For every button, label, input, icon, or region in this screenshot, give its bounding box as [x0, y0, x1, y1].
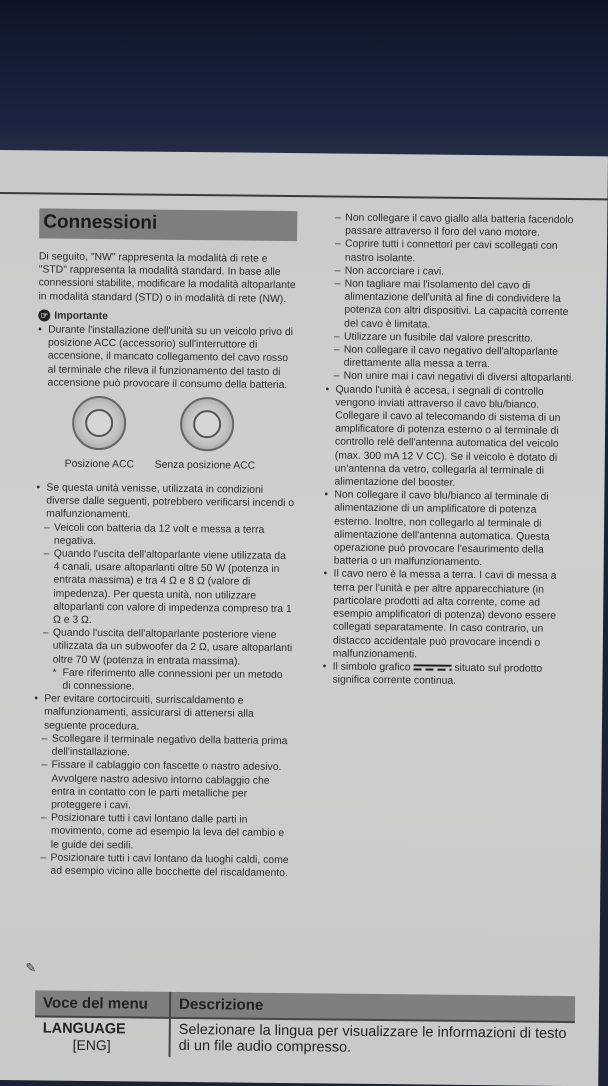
- dash-item: – Veicoli con batteria da 12 volt e messa a terra negativa.: [43, 522, 265, 547]
- important-bullet: • Durante l'installazione dell'unità su un veicolo privo di posizione ACC (accessorio) sull'interruttore di accensione, il mancato collegamento del cavo rosso al terminale che rileva il funzionamento del tasto di accensione può provocare il consumo della batteria.: [37, 323, 296, 392]
- dash-text: Posizionare tutti i cavi lontano da luoghi caldi, come ad esempio vicino alle bocchette del riscaldamento.: [50, 852, 289, 879]
- bullet-malfunction: • Se questa unità venisse, utilizzata in condizioni diverse dalle seguenti, potrebbero verificarsi incendi o malfunzionamenti.: [36, 481, 294, 523]
- section-heading-box: [39, 208, 297, 241]
- dash-item: – Fissare il cablaggio con fascette o nastro adesivo. Avvolgere nastro adesivo intorno cablaggio che entra in contatto con le parti metalliche per proteggere i cavi.: [41, 759, 282, 812]
- dash-item: – Coprire tutti i connettori per cavi scollegati con nastro isolante.: [334, 238, 558, 264]
- ignition-acc-icon: [72, 396, 127, 451]
- knob-left-caption: Posizione ACC: [64, 458, 135, 471]
- section-title: Connessioni: [43, 211, 158, 234]
- dash-text: Fissare il cablaggio con fascette o nastro adesivo. Avvolgere nastro adesivo intorno cablaggio che entra in contatto con le parti metalliche per proteggere i cavi.: [51, 759, 282, 812]
- knob-right-caption: Senza posizione ACC: [154, 459, 256, 472]
- dash-text: Quando l'uscita dell'altoparlante posteriore viene utilizzata da un subwoofer da 2 Ω, usare altoparlanti oltre 70 W (potenza in entrata massima).: [52, 627, 293, 668]
- dash-text: Veicoli con batteria da 12 volt e messa a terra negativa.: [53, 522, 265, 547]
- star-note: * Fare riferimento alle connessioni per un metodo di connessione.: [52, 667, 283, 693]
- dash-item: – Quando l'uscita dell'altoparlante posteriore viene utilizzata da un subwoofer da 2 Ω, usare altoparlanti oltre 70 W (potenza in entrata massima).: [42, 627, 293, 668]
- bullet-blue-white: • Non collegare il cavo blu/bianco al terminale di alimentazione di un amplificatore di potenza esterno. Inoltre, non collegarlo al terminale di alimentazione dell'antenna automatica. Questa operazione può provocare l'esaurimento della batteria o un malfunzionamento.: [324, 489, 575, 571]
- ignition-illustrations: [37, 395, 296, 480]
- dash-item: – Non tagliare mai l'isolamento del cavo di alimentazione dell'unità al fine di condividere la potenza con altri dispositivi. La capacità corrente del cavo è limitata.: [334, 278, 569, 331]
- bullet-dc-symbol: [322, 660, 572, 689]
- dash-item: – Quando l'uscita dell'altoparlante viene utilizzata da 4 canali, usare altoparlanti oltre 50 W (potenza in entrata massima) e tra 4 Ω e 8 Ω (valore di impedenza). Per questa unità, non utilizzare altoparlanti con valore di impedenza compreso tra 1 Ω e 3 Ω.: [43, 548, 292, 627]
- symbol-text-post: situato sul prodotto significa corrente continua.: [332, 662, 543, 687]
- table-row: [35, 1016, 575, 1061]
- menu-item-cell: [35, 1016, 170, 1056]
- ignition-no-acc-icon: [180, 397, 235, 452]
- pen-mark-icon: ✎: [25, 960, 37, 976]
- header-menu-item: Voce del menu: [35, 990, 170, 1017]
- dash-item: – Posizionare tutti i cavi lontano dalle parti in movimento, come ad esempio la leva del cambio e le guide dei sedili.: [40, 812, 285, 851]
- dc-symbol-icon: [413, 664, 451, 671]
- background-dark: [0, 0, 608, 170]
- menu-item-language: LANGUAGE: [42, 1020, 126, 1038]
- important-heading: [38, 309, 296, 325]
- dash-text: Non collegare il cavo negativo dell'altoparlante direttamente alla messa a terra.: [343, 344, 558, 371]
- menu-item-value: [ENG]: [72, 1036, 111, 1054]
- manual-page: [0, 150, 608, 1086]
- star-text: Fare riferimento alle connessioni per un metodo di connessione.: [62, 667, 283, 693]
- menu-table: [35, 990, 576, 1061]
- top-rule: [0, 192, 608, 200]
- dash-text: Non accorciare i cavi.: [344, 265, 445, 278]
- bullet-acc-signal: • Quando l'unità è accesa, i segnali di controllo vengono inviati attraverso il cavo blu/bianco. Collegare il cavo al telecomando di sistema di un amplificatore di potenza esterno o al terminale di controllo relè dell'antenna automatica del veicolo (max. 300 mA 12 V CC). Se il veicolo è dotato di un'antenna da vetro, collegarla al terminale di alimentazione del booster.: [324, 383, 575, 491]
- bullet-ground: • Il cavo nero è la messa a terra. I cavi di messa a terra per l'unità e per altre apparecchiature (in particolare prodotti ad alta corrente, come ad esempio amplificatori di potenza) devono essere collegati separatamente. In caso contrario, un distacco accidentale può provocare incendi o malfunzionamenti.: [323, 568, 574, 663]
- dash-item: – Posizionare tutti i cavi lontano da luoghi caldi, come ad esempio vicino alle bocchette del riscaldamento.: [40, 852, 289, 879]
- right-column: [322, 211, 577, 689]
- dash-item: – Non collegare il cavo negativo dell'altoparlante direttamente alla messa a terra.: [333, 344, 558, 371]
- dash-text: Non unire mai i cavi negativi di diversi altoparlanti.: [343, 371, 575, 385]
- dash-text: Quando l'uscita dell'altoparlante viene utilizzata da 4 canali, usare altoparlanti oltre 50 W (potenza in entrata massima) e tra 4 Ω e 8 Ω (valore di impedenza). Per questa unità, non utilizzare altoparlanti con valore di impedenza compreso tra 1 Ω e 3 Ω.: [53, 548, 292, 627]
- header-description: Descrizione: [170, 992, 575, 1022]
- left-column: [32, 250, 297, 880]
- hand-pointer-icon: ☞: [40, 310, 49, 321]
- dash-text: Non tagliare mai l'isolamento del cavo di alimentazione dell'unità al fine di condividere la potenza con altri dispositivi. La capacità corrente del cavo è limitata.: [344, 278, 569, 331]
- dash-item: – Non unire mai i cavi negativi di diversi altoparlanti.: [333, 370, 575, 385]
- dash-text: Scollegare il terminale negativo della batteria prima dell'installazione.: [51, 733, 288, 759]
- symbol-text-pre: Il simbolo grafico: [332, 661, 411, 674]
- dash-text: Coprire tutti i connettori per cavi scollegati con nastro isolante.: [344, 239, 558, 264]
- dash-item: – Non accorciare i cavi.: [334, 265, 445, 278]
- important-label: Importante: [54, 310, 109, 322]
- dash-item: – Non collegare il cavo giallo alla batteria facendolo passare attraverso il foro del vano motore.: [335, 212, 574, 239]
- dash-text: Utilizzare un fusibile dal valore prescritto.: [344, 331, 533, 345]
- dash-item: – Utilizzare un fusibile dal valore prescritto.: [334, 331, 533, 345]
- menu-description: Selezionare la lingua per visualizzare le informazioni di testo di un file audio compresso.: [170, 1018, 575, 1061]
- dash-item: – Scollegare il terminale negativo della batteria prima dell'installazione.: [41, 733, 288, 759]
- dash-text: Non collegare il cavo giallo alla batteria facendolo passare attraverso il foro del vano motore.: [345, 212, 574, 239]
- bullet-short-circuit: • Per evitare cortocircuiti, surriscaldamento e malfunzionamenti, assicurarsi di attenersi alla seguente procedura.: [34, 693, 292, 735]
- dash-text: Posizionare tutti i cavi lontano dalle parti in movimento, come ad esempio la leva del cambio e le guide dei sedili.: [50, 812, 285, 851]
- intro-text: Di seguito, "NW" rappresenta la modalità di rete e "STD" rappresenta la modalità standard. In base alle connessioni stabilite, modificare la modalità altoparlante in modalità standard (STD) o in modalità di rete (NW).: [38, 251, 296, 305]
